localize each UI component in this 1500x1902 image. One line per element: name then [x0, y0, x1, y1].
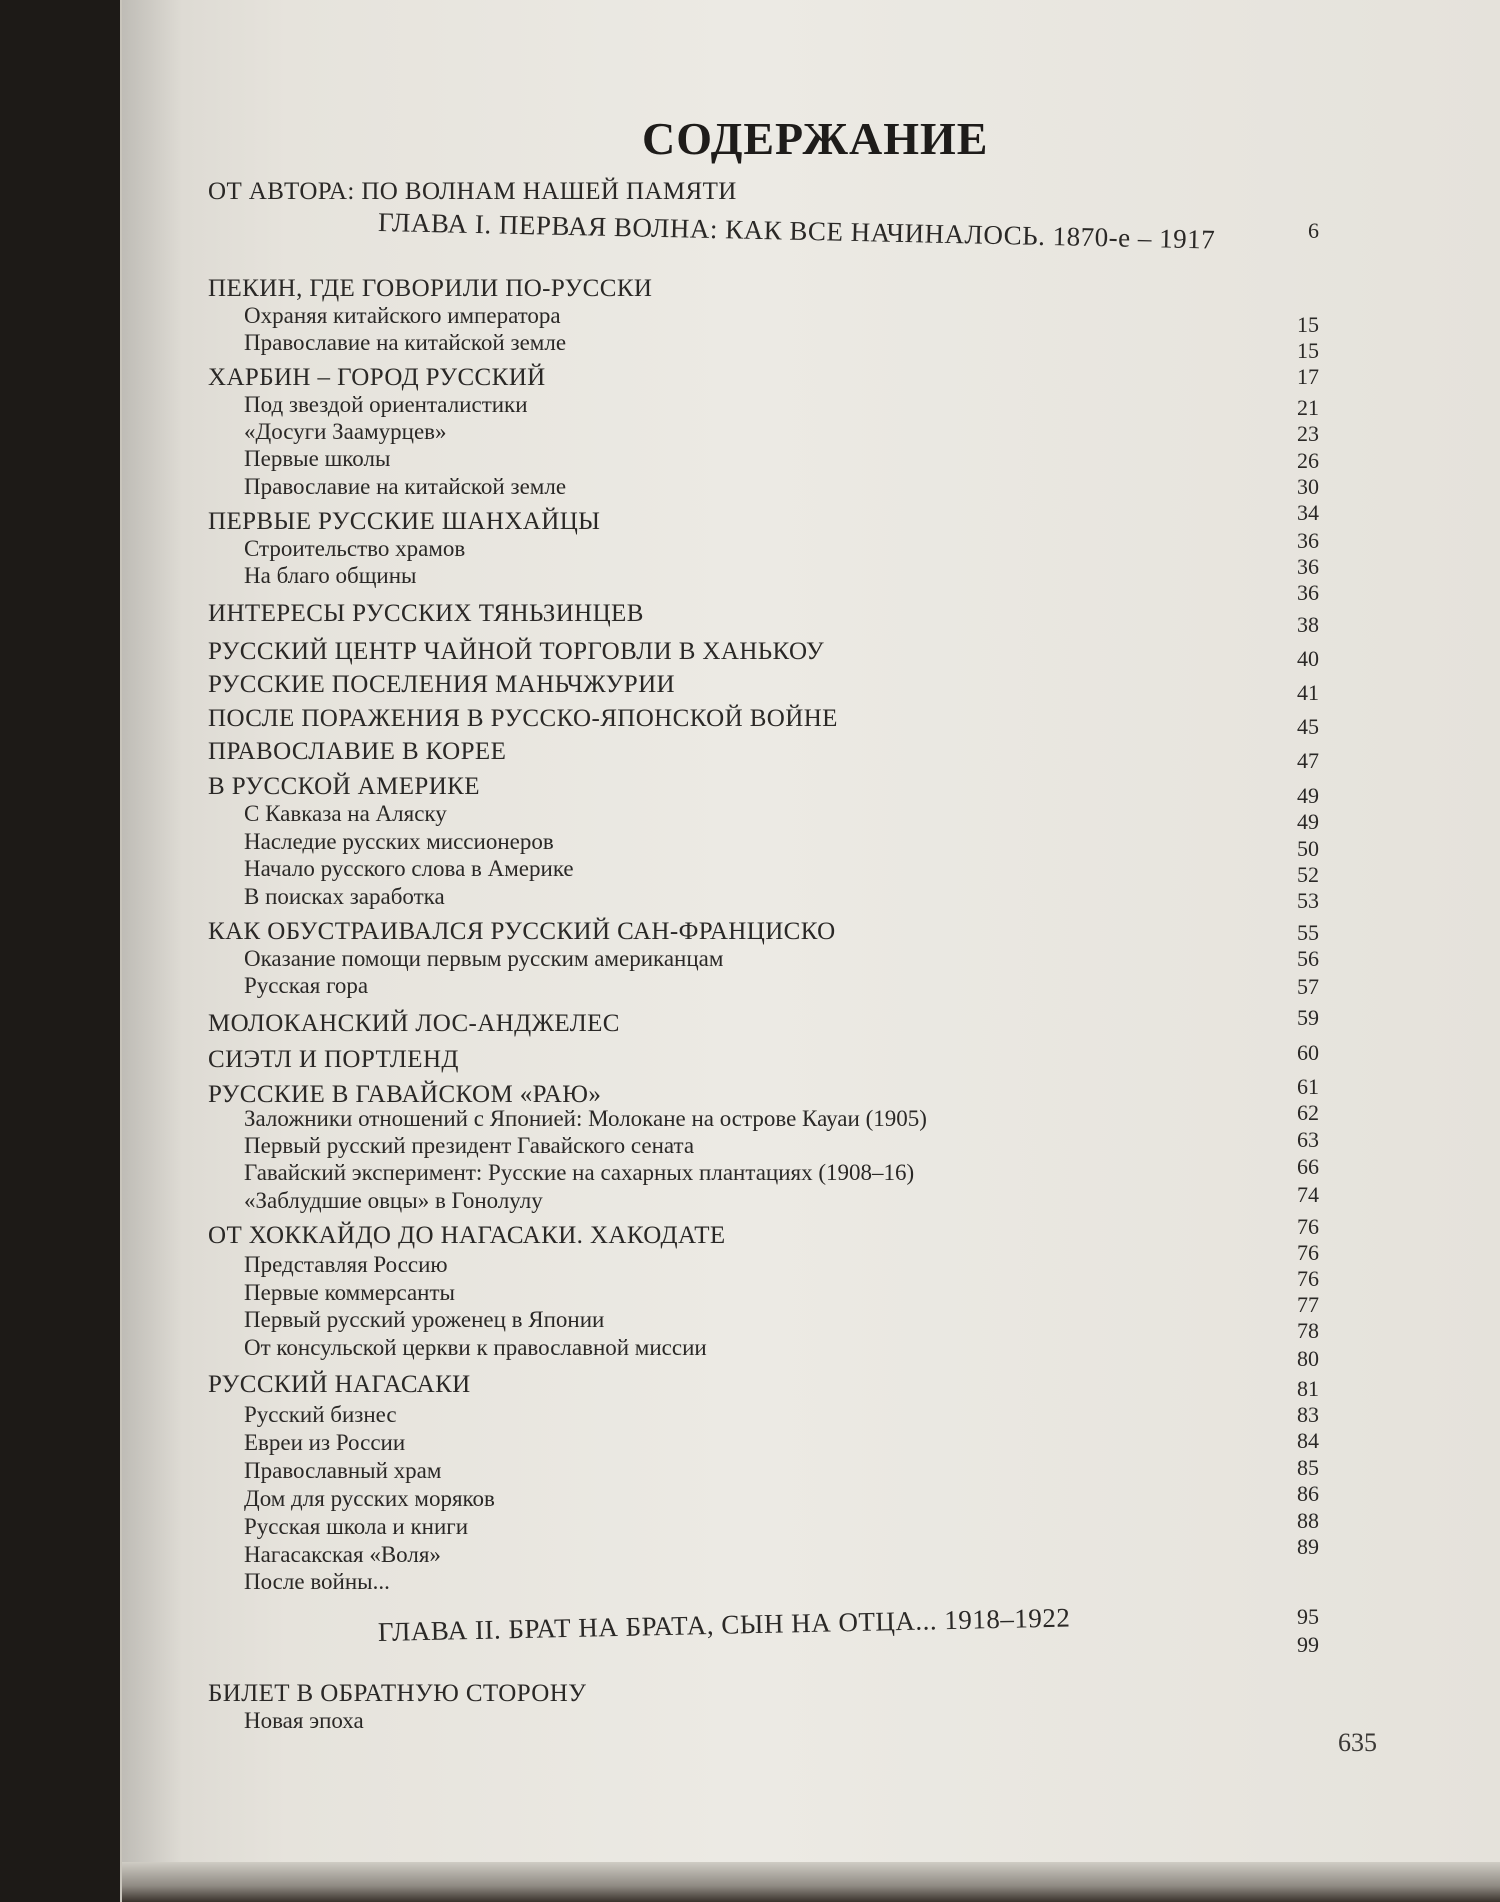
folio-page-number: 635 — [1338, 1728, 1377, 1757]
toc-subsection: Новая эпоха — [244, 1708, 364, 1733]
toc-page-number: 63 — [1297, 1127, 1319, 1152]
toc-subsection: Православный храм — [244, 1458, 442, 1483]
toc-page-number: 47 — [1297, 748, 1319, 773]
toc-subsection: После войны... — [244, 1569, 390, 1594]
toc-page-number: 76 — [1297, 1214, 1319, 1239]
toc-page-number: 83 — [1297, 1402, 1319, 1427]
book-page — [120, 0, 1500, 1902]
toc-page-number: 49 — [1297, 783, 1319, 808]
toc-page-number: 49 — [1297, 809, 1319, 834]
toc-section: ПЕРВЫЕ РУССКИЕ ШАНХАЙЦЫ — [208, 508, 601, 535]
toc-section: ХАРБИН – ГОРОД РУССКИЙ — [208, 364, 546, 391]
toc-section: МОЛОКАНСКИЙ ЛОС-АНДЖЕЛЕС — [208, 1010, 620, 1037]
toc-section: ПРАВОСЛАВИЕ В КОРЕЕ — [208, 738, 507, 765]
toc-section: РУССКИЕ ПОСЕЛЕНИЯ МАНЬЧЖУРИИ — [208, 671, 675, 698]
toc-page-number: 36 — [1297, 528, 1319, 553]
toc-page-number: 50 — [1297, 836, 1319, 861]
toc-page-number: 66 — [1297, 1154, 1319, 1179]
toc-section: РУССКИЙ ЦЕНТР ЧАЙНОЙ ТОРГОВЛИ В ХАНЬКОУ — [208, 638, 825, 665]
toc-section: В РУССКОЙ АМЕРИКЕ — [208, 773, 480, 800]
toc-subsection: Русский бизнес — [244, 1402, 397, 1427]
toc-chapter-heading: ГЛАВА I. ПЕРВАЯ ВОЛНА: КАК ВСЕ НАЧИНАЛОСЬ. 1870-е – 1917 — [377, 207, 1216, 255]
toc-page-number: 80 — [1297, 1346, 1319, 1371]
toc-page-number: 60 — [1297, 1040, 1319, 1065]
toc-page-number: 62 — [1297, 1100, 1319, 1125]
toc-page-number: 55 — [1297, 920, 1319, 945]
toc-subsection: Наследие русских миссионеров — [244, 829, 554, 854]
toc-subsection: Русская школа и книги — [244, 1514, 469, 1539]
toc-page-number: 74 — [1297, 1182, 1319, 1207]
toc-page-number: 41 — [1297, 680, 1319, 705]
toc-subsection: Нагасакская «Воля» — [244, 1542, 441, 1567]
toc-page-number: 38 — [1297, 612, 1319, 637]
toc-page-number: 57 — [1297, 974, 1319, 999]
toc-section: БИЛЕТ В ОБРАТНУЮ СТОРОНУ — [208, 1680, 587, 1707]
toc-page-number: 17 — [1297, 364, 1319, 389]
toc-page-number: 52 — [1297, 862, 1319, 887]
toc-section: ИНТЕРЕСЫ РУССКИХ ТЯНЬЗИНЦЕВ — [208, 600, 644, 627]
toc-section: РУССКИЙ НАГАСАКИ — [208, 1371, 471, 1398]
toc-subsection: Гавайский эксперимент: Русские на сахарных плантациях (1908–16) — [244, 1160, 915, 1185]
toc-page-number: 23 — [1297, 421, 1319, 446]
toc-page-number: 40 — [1297, 646, 1319, 671]
toc-subsection: Охраняя китайского императора — [244, 303, 561, 328]
toc-subsection: Представляя Россию — [244, 1252, 448, 1277]
toc-page-number: 85 — [1297, 1455, 1319, 1480]
toc-subsection: «Досуги Заамурцев» — [244, 419, 447, 444]
toc-page-number: 6 — [1308, 218, 1319, 243]
toc-subsection: «Заблудшие овцы» в Гонолулу — [244, 1188, 543, 1213]
toc-subsection: Оказание помощи первым русским американцам — [244, 946, 724, 971]
toc-page-number: 78 — [1297, 1318, 1319, 1343]
toc-page-number: 15 — [1297, 312, 1319, 337]
toc-section: СИЭТЛ И ПОРТЛЕНД — [208, 1046, 459, 1073]
toc-section: ОТ АВТОРА: ПО ВОЛНАМ НАШЕЙ ПАМЯТИ — [208, 178, 737, 205]
toc-page-number: 45 — [1297, 714, 1319, 739]
toc-page-number: 77 — [1297, 1292, 1319, 1317]
toc-subsection: Начало русского слова в Америке — [244, 856, 574, 881]
toc-subsection: В поисках заработка — [244, 884, 445, 909]
page-gutter-shadow — [122, 0, 182, 1902]
toc-subsection: Первые школы — [244, 446, 391, 471]
toc-section: ПОСЛЕ ПОРАЖЕНИЯ В РУССКО-ЯПОНСКОЙ ВОЙНЕ — [208, 705, 838, 732]
toc-subsection: Дом для русских моряков — [244, 1486, 495, 1511]
toc-page-number: 81 — [1297, 1376, 1319, 1401]
toc-section: РУССКИЕ В ГАВАЙСКОМ «РАЮ» — [208, 1081, 602, 1108]
toc-chapter-heading: ГЛАВА II. БРАТ НА БРАТА, СЫН НА ОТЦА... 1918–1922 — [377, 1602, 1071, 1647]
toc-subsection: Первые коммерсанты — [244, 1280, 455, 1305]
toc-page-number: 15 — [1297, 338, 1319, 363]
toc-page-number: 99 — [1297, 1632, 1319, 1657]
toc-page-number: 61 — [1297, 1074, 1319, 1099]
toc-page-number: 56 — [1297, 946, 1319, 971]
toc-page-number: 34 — [1297, 500, 1319, 525]
toc-section: ПЕКИН, ГДЕ ГОВОРИЛИ ПО-РУССКИ — [208, 275, 653, 302]
page-bottom-edge — [122, 1862, 1500, 1902]
toc-page-number: 84 — [1297, 1428, 1319, 1453]
toc-page-number: 26 — [1297, 448, 1319, 473]
toc-section: КАК ОБУСТРАИВАЛСЯ РУССКИЙ САН-ФРАНЦИСКО — [208, 918, 836, 945]
toc-page-number: 36 — [1297, 580, 1319, 605]
toc-subsection: Русская гора — [244, 973, 369, 998]
toc-page-number: 59 — [1297, 1005, 1319, 1030]
toc-subsection: От консульской церкви к православной миссии — [244, 1335, 707, 1360]
toc-subsection: Евреи из России — [244, 1430, 406, 1455]
toc-page-number: 76 — [1297, 1266, 1319, 1291]
toc-page-number: 30 — [1297, 474, 1319, 499]
toc-page-number: 95 — [1297, 1604, 1319, 1629]
page-title: СОДЕРЖАНИЕ — [642, 113, 989, 164]
toc-subsection: С Кавказа на Аляску — [244, 801, 447, 826]
toc-subsection: Православие на китайской земле — [244, 330, 567, 355]
toc-page-number: 89 — [1297, 1534, 1319, 1559]
toc-subsection: На благо общины — [244, 563, 417, 588]
toc-page-number: 88 — [1297, 1508, 1319, 1533]
toc-subsection: Под звездой ориенталистики — [244, 392, 528, 417]
toc-subsection: Православие на китайской земле — [244, 474, 567, 499]
toc-section: ОТ ХОККАЙДО ДО НАГАСАКИ. ХАКОДАТЕ — [208, 1222, 726, 1249]
toc-page-number: 53 — [1297, 888, 1319, 913]
toc-page-number: 36 — [1297, 554, 1319, 579]
toc-page-number: 21 — [1297, 395, 1319, 420]
toc-subsection: Первый русский президент Гавайского сената — [244, 1133, 695, 1158]
toc-subsection: Заложники отношений с Японией: Молокане на острове Кауаи (1905) — [244, 1106, 927, 1131]
toc-page-number: 76 — [1297, 1240, 1319, 1265]
toc-subsection: Строительство храмов — [244, 536, 466, 561]
toc-page-number: 86 — [1297, 1481, 1319, 1506]
toc-subsection: Первый русский уроженец в Японии — [244, 1307, 605, 1332]
